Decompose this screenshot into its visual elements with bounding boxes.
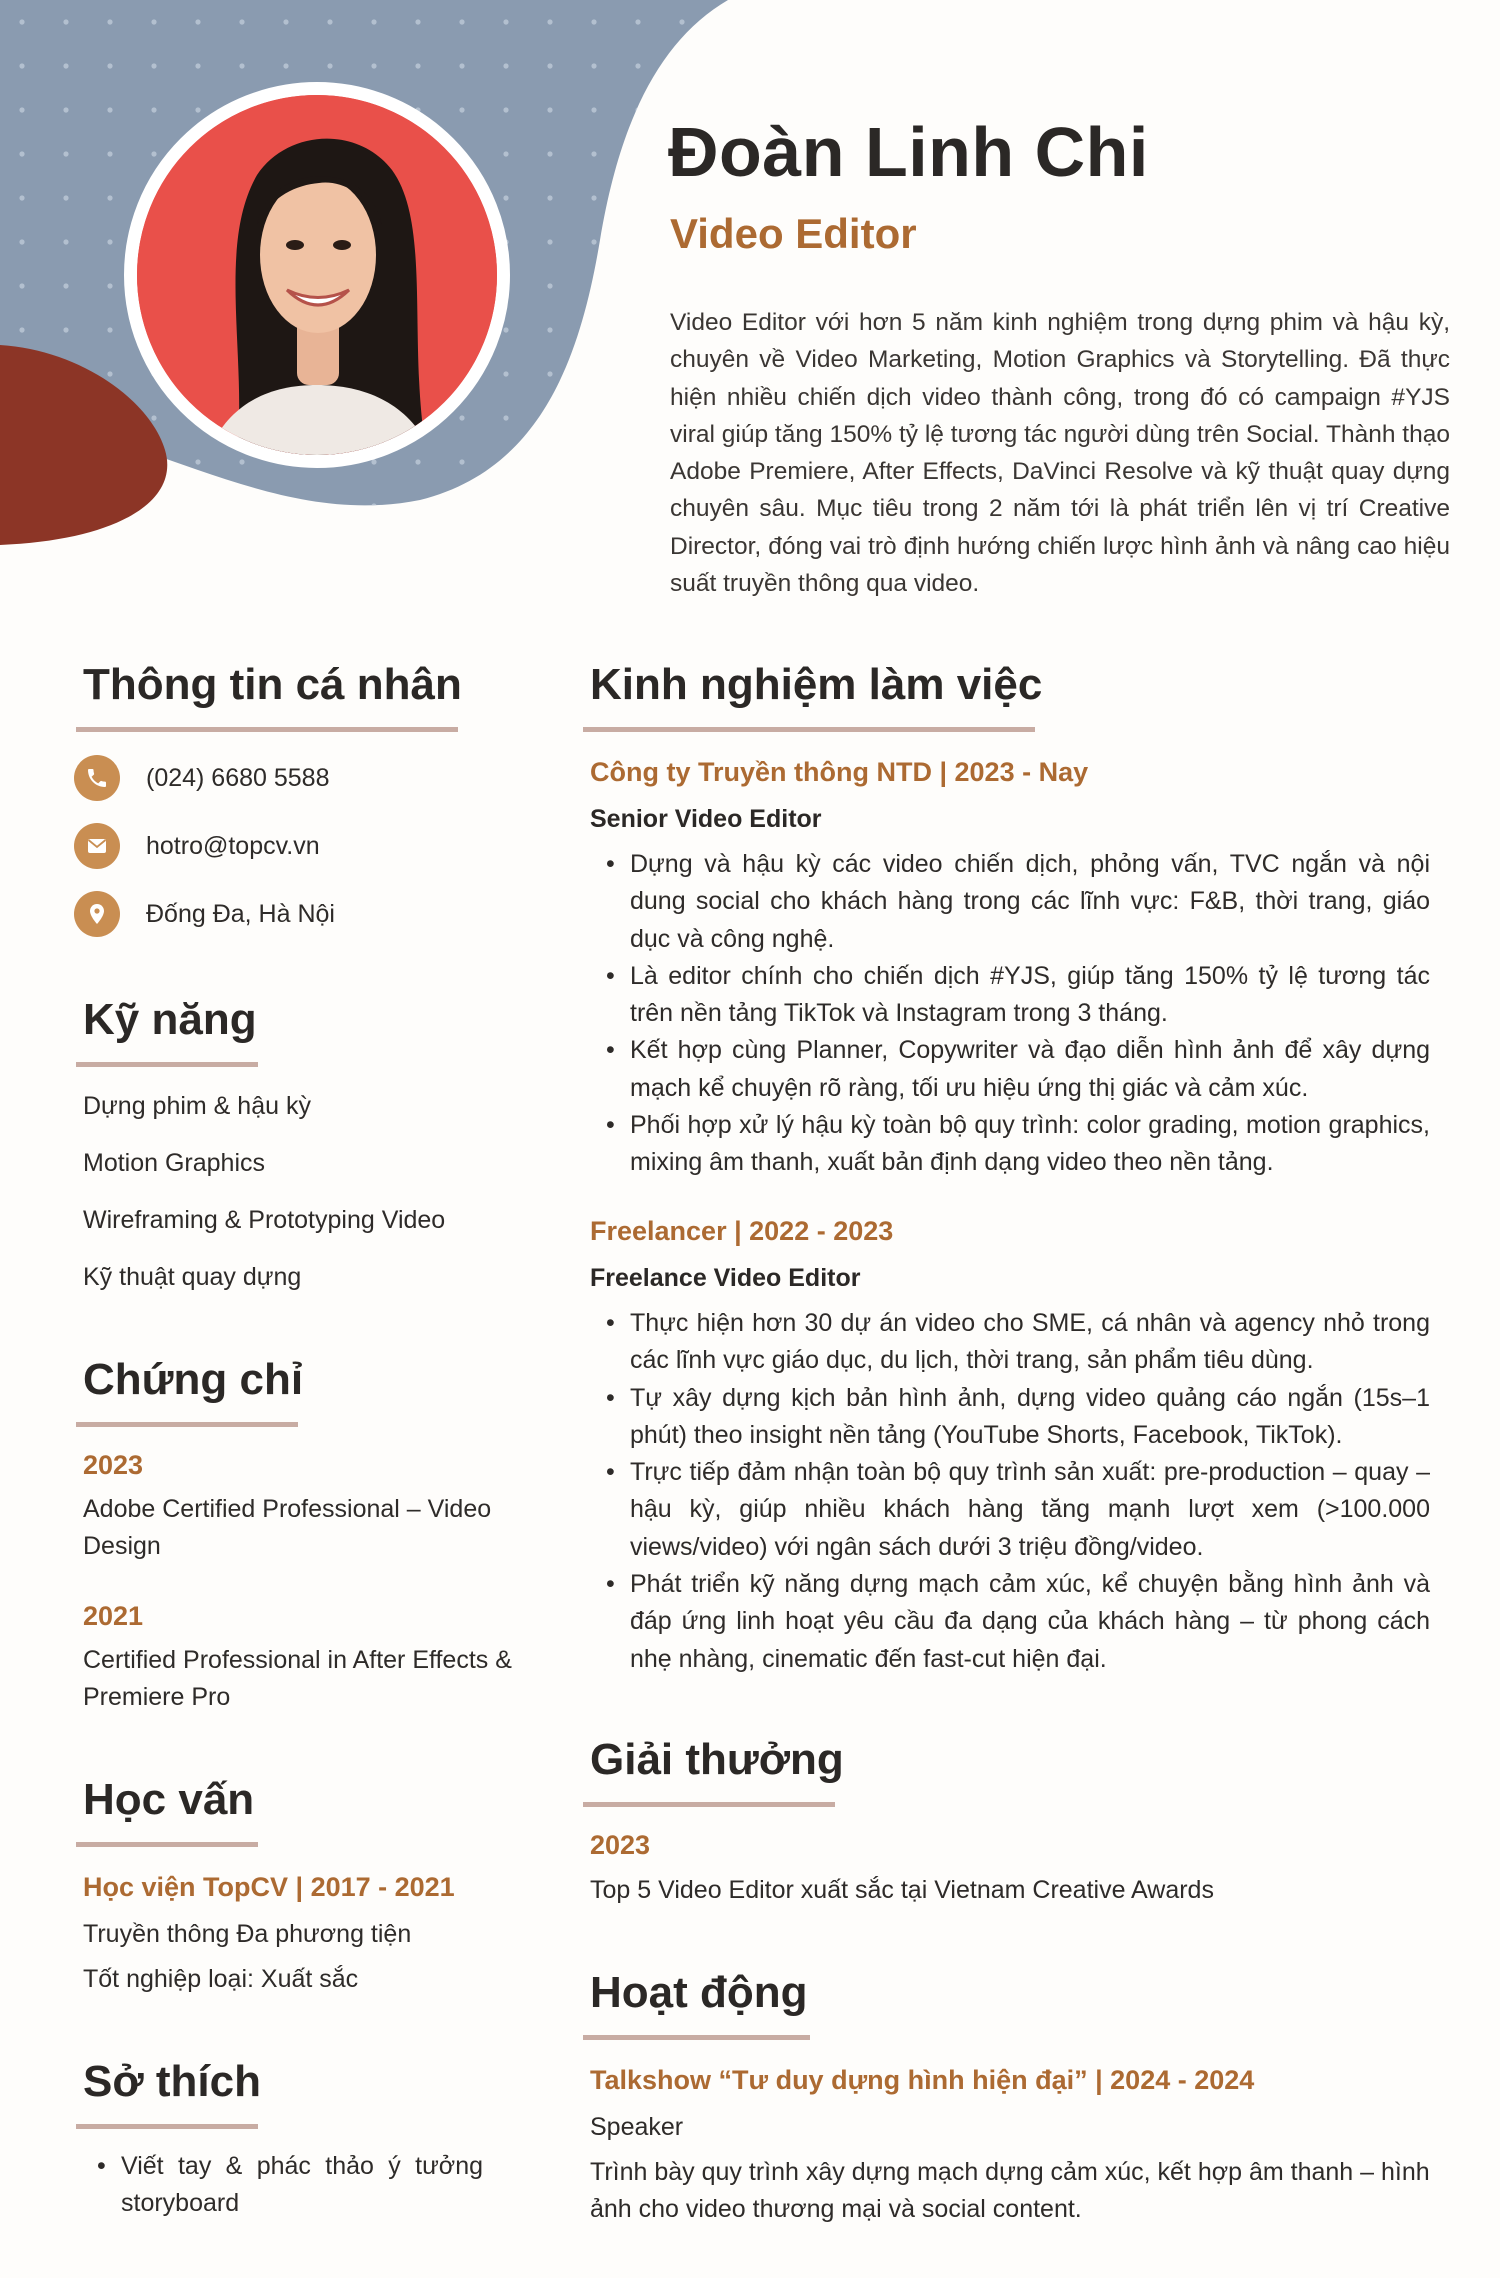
section-underline: [76, 727, 458, 732]
contact-email: [74, 822, 320, 870]
job-bullet: • Phối hợp xử lý hậu kỳ toàn bộ quy trình: color grading, motion graphics, mixing âm thanh, xuất bản định dạng video theo nền tảng.: [592, 1107, 1430, 1182]
job-bullet: • Tự xây dựng kịch bản hình ảnh, dựng video quảng cáo ngắn (15s–1 phút) theo insight nền tảng (YouTube Shorts, Facebook, TikTok).: [592, 1380, 1430, 1455]
section-underline: [76, 1842, 258, 1847]
address: Đống Đa, Hà Nội: [146, 899, 335, 928]
activity-description: Trình bày quy trình xây dựng mạch dựng cảm xúc, kết hợp âm thanh – hình ảnh cho video thương mại và social content.: [590, 2158, 1430, 2223]
profile-photo: [124, 82, 510, 468]
activity-name: Talkshow “Tư duy dựng hình hiện đại” | 2024 - 2024: [590, 2065, 1255, 2095]
certificates-heading: Chứng chỉ: [83, 1355, 304, 1404]
certificate-year: 2021: [83, 1601, 144, 1631]
job-bullet: • Thực hiện hơn 30 dự án video cho SME, cá nhân và agency nhỏ trong các lĩnh vực giáo dục, du lịch, thời trang, sản phẩm tiêu dùng.: [592, 1305, 1430, 1380]
job-bullet: • Phát triển kỹ năng dựng mạch cảm xúc, kể chuyện bằng hình ảnh và đáp ứng linh hoạt yêu cầu đa dạng của khách hàng – từ phong cách nhẹ nhàng, cinematic đến fast-cut hiện đại.: [592, 1566, 1430, 1678]
experience-heading: Kinh nghiệm làm việc: [590, 660, 1043, 709]
skill-item: Kỹ thuật quay dựng: [83, 1263, 302, 1291]
job-bullet: • Dựng và hậu kỳ các video chiến dịch, phỏng vấn, TVC ngắn và nội dung social cho khách hàng trong các lĩnh vực: F&B, thời trang, giáo dục và công nghệ.: [592, 846, 1430, 958]
section-underline: [76, 1422, 298, 1427]
phone-number: (024) 6680 5588: [146, 763, 330, 792]
job-company: Công ty Truyền thông NTD | 2023 - Nay: [590, 757, 1089, 787]
hobbies-heading: Sở thích: [83, 2057, 261, 2106]
certificate-name: Adobe Certified Professional – Video Design: [83, 1495, 492, 1560]
mail-icon: [74, 823, 120, 869]
job-position: Freelance Video Editor: [590, 1264, 861, 1292]
job-bullet: • Kết hợp cùng Planner, Copywriter và đạo diễn hình ảnh để xây dựng mạch kể chuyện rõ ràng, tối ưu hiệu ứng thị giác và cảm xúc.: [592, 1032, 1430, 1107]
career-summary: Video Editor với hơn 5 năm kinh nghiệm trong dựng phim và hậu kỳ, chuyên về Video Marketing, Motion Graphics và Storytelling. Đã thực hiện nhiều chiến dịch video thành công, trong đó có campaign #YJS viral giúp tăng 150% tỷ lệ tương tác người dùng trên Social. Thành thạo Adobe Premiere, After Effects, DaVinci Resolve và kỹ thuật quay dựng chuyên sâu. Mục tiêu trong 2 năm tới là phát triển lên vị trí Creative Director, đóng vai trò định hướng chiến lược hình ảnh và nâng cao hiệu suất truyền thông qua video.: [670, 309, 1450, 598]
certificate-year: 2023: [83, 1450, 144, 1480]
candidate-name: Đoàn Linh Chi: [668, 113, 1149, 191]
personal-info-heading: Thông tin cá nhân: [83, 660, 462, 709]
certificate-name: Certified Professional in After Effects & Premiere Pro: [83, 1646, 512, 1711]
contact-phone: [74, 754, 329, 802]
education-grade: Tốt nghiệp loại: Xuất sắc: [83, 1965, 359, 1993]
award-year: 2023: [590, 1830, 651, 1860]
education-major: Truyền thông Đa phương tiện: [83, 1920, 412, 1948]
education-heading: Học vấn: [83, 1775, 255, 1824]
skill-item: Wireframing & Prototyping Video: [83, 1206, 446, 1234]
skills-heading: Kỹ năng: [83, 995, 257, 1044]
section-underline: [76, 2124, 258, 2129]
hobby-item: • Viết tay & phác thảo ý tưởng storyboard: [83, 2148, 483, 2223]
job-bullets: [592, 1305, 1430, 1678]
section-underline: [583, 2035, 810, 2040]
section-underline: [76, 1062, 258, 1067]
job-bullet: • Là editor chính cho chiến dịch #YJS, giúp tăng 150% tỷ lệ tương tác trên nền tảng TikTok và Instagram trong 3 tháng.: [592, 958, 1430, 1033]
activities-heading: Hoạt động: [590, 1968, 808, 2017]
section-underline: [583, 1802, 835, 1807]
phone-icon: [74, 755, 120, 801]
location-pin-icon: [74, 891, 120, 937]
candidate-role: Video Editor: [670, 210, 917, 257]
awards-heading: Giải thưởng: [590, 1735, 844, 1784]
section-underline: [583, 727, 1035, 732]
job-bullets: [592, 846, 1430, 1182]
skill-item: Motion Graphics: [83, 1149, 266, 1177]
award-name: Top 5 Video Editor xuất sắc tại Vietnam Creative Awards: [590, 1876, 1214, 1904]
activity-role: Speaker: [590, 2113, 684, 2141]
hobbies-list: [83, 2148, 483, 2223]
job-company: Freelancer | 2022 - 2023: [590, 1216, 894, 1246]
job-position: Senior Video Editor: [590, 805, 822, 833]
email-address: hotro@topcv.vn: [146, 831, 320, 860]
education-school: Học viện TopCV | 2017 - 2021: [83, 1872, 455, 1902]
contact-address: [74, 890, 335, 938]
skill-item: Dựng phim & hậu kỳ: [83, 1092, 311, 1120]
job-bullet: • Trực tiếp đảm nhận toàn bộ quy trình sản xuất: pre-production – quay – hậu kỳ, giúp nhiều khách hàng tăng mạnh lượt xem (>100.000 views/video) với ngân sách dưới 3 triệu đồng/video.: [592, 1454, 1430, 1566]
